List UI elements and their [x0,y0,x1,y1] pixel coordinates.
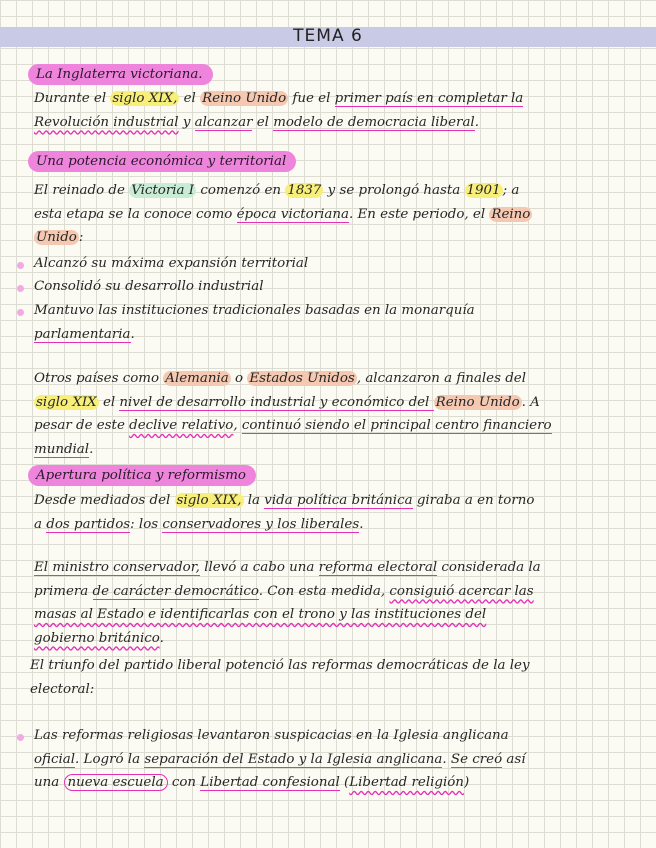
underlined-nivel-desarrollo: nivel de desarrollo industrial y económico del [119,394,434,410]
underlined-democracia-liberal: modelo de democracia liberal [273,114,475,130]
text: comenzó en [196,183,286,198]
text: . Con esta medida, [258,583,390,599]
text: Mantuvo las instituciones tradicionales basadas en la monarquía [34,303,475,318]
underlined-alcanzar: alcanzar [194,114,253,130]
highlight-reino: Reino [491,206,531,222]
underlined-mundial: mundial [34,441,90,457]
text: o [230,371,248,386]
circled-nueva-escuela: nueva escuela [64,774,168,791]
text: a [34,516,47,532]
section-heading-inglaterra: La Inglaterra victoriana. [28,64,213,85]
text: el [252,114,274,130]
text: esta etapa se la conoce como [34,206,237,222]
text: así [502,751,526,767]
highlight-reino-unido: Reino Unido [435,394,520,410]
text: . [89,441,94,457]
page-title: TEMA 6 [293,26,363,46]
text: y [178,114,195,130]
text: considerada la [437,560,541,575]
underlined-identificarlas: masas al Estado e identificarlas con el trono y las instituciones del [34,607,487,622]
text: : [78,230,84,245]
paragraph-inglaterra [34,87,644,134]
paragraph-ministro [34,556,644,650]
text: , [233,418,242,433]
underlined-vida-politica: vida política británica [264,493,413,508]
text: El reinado de [34,183,130,198]
highlight-estados-unidos: Estados Unidos [249,371,355,386]
highlight-siglo-xix: siglo XIX [36,394,97,410]
text: una [34,775,64,790]
text: . [130,326,135,342]
text: electoral: [30,681,95,697]
underlined-acercar-masas: consiguió acercar las [389,583,534,599]
underlined-libertad-confesional: Libertad confesional [200,775,340,790]
text: ; a [502,183,520,198]
text: el [98,394,120,410]
text: Desde mediados del [34,493,175,508]
paragraph-reinado [34,179,644,250]
bullet-dot [17,285,24,292]
highlight-1837: 1837 [287,183,322,198]
text: giraba a en torno [412,493,535,508]
text: y se prolongó hasta [323,183,465,198]
highlight-siglo-xix: siglo XIX, [176,493,242,508]
text: . [474,114,479,130]
underlined-separacion: separación del Estado y la Iglesia anglicana [144,751,443,767]
underlined-oficial: oficial [34,751,76,767]
text: Las reformas religiosas levantaron suspicacias en la Iglesia anglicana [34,728,509,743]
text: . En este periodo, el [348,206,490,222]
paragraph-reformas-religiosas [34,724,644,795]
text: ) [463,775,470,790]
underlined-democratico: de carácter democrático [92,583,259,599]
text: pesar de este [34,418,130,433]
paragraph-vida-politica [34,489,644,536]
underlined-parlamentaria: parlamentaria [34,326,131,342]
text: con [167,775,201,790]
underlined-reforma-electoral: reforma electoral [318,560,438,575]
text: . [159,630,164,646]
text: Otros países como [34,371,164,386]
highlight-reino-unido: Reino Unido [202,91,287,106]
text: ( [339,775,350,790]
underlined-text: primer país en completar la [334,91,524,106]
paragraph-otros-paises [34,367,644,461]
underlined-libertad-religion: Libertad religión [349,775,464,790]
text: , alcanzaron a finales del [356,371,526,386]
underlined-dos-partidos: dos partidos [46,516,131,532]
underlined-conservadores-liberales: conservadores y los liberales [162,516,360,532]
underlined-revolucion-industrial: Revolución industrial [34,114,179,130]
bullet-dot [17,309,24,316]
underlined-declive: declive relativo [129,418,234,433]
paragraph-triunfo-liberal [30,654,640,701]
underlined-centro-financiero: continuó siendo el principal centro financiero [241,418,552,433]
text: primera [34,583,93,599]
highlight-alemania: Alemania [165,371,229,386]
underlined-gobierno-britanico: gobierno británico [34,630,160,646]
highlight-1901: 1901 [466,183,501,198]
highlight-siglo-xix: siglo XIX, [112,91,178,106]
text: . [359,516,364,532]
text: llevó a cabo una [199,560,319,575]
text: : los [130,516,163,532]
text: fue el [288,91,335,106]
bullet-item-expansion: Alcanzó su máxima expansión territorial [34,256,309,271]
underlined-se-creo: Se creó [450,751,503,767]
text: el [179,91,201,106]
text: . Logró la [75,751,145,767]
text: . [442,751,451,767]
highlight-unido: Unido [36,230,77,245]
section-heading-potencia: Una potencia económica y territorial [28,151,296,172]
bullet-item-desarrollo: Consolidó su desarrollo industrial [34,279,264,294]
bullet-dot [17,734,24,741]
text: . A [521,394,540,410]
section-heading-apertura: Apertura política y reformismo [28,465,256,486]
bullet-dot [17,262,24,269]
bullet-item-instituciones [34,299,644,346]
text: El triunfo del partido liberal potenció las reformas democráticas de la ley [30,658,530,673]
highlight-victoria: Victoria I [131,183,195,198]
underlined-ministro: El ministro conservador, [34,560,200,575]
text: Durante el [34,91,111,106]
underlined-epoca-victoriana: época victoriana [236,206,349,222]
text: la [243,493,265,508]
